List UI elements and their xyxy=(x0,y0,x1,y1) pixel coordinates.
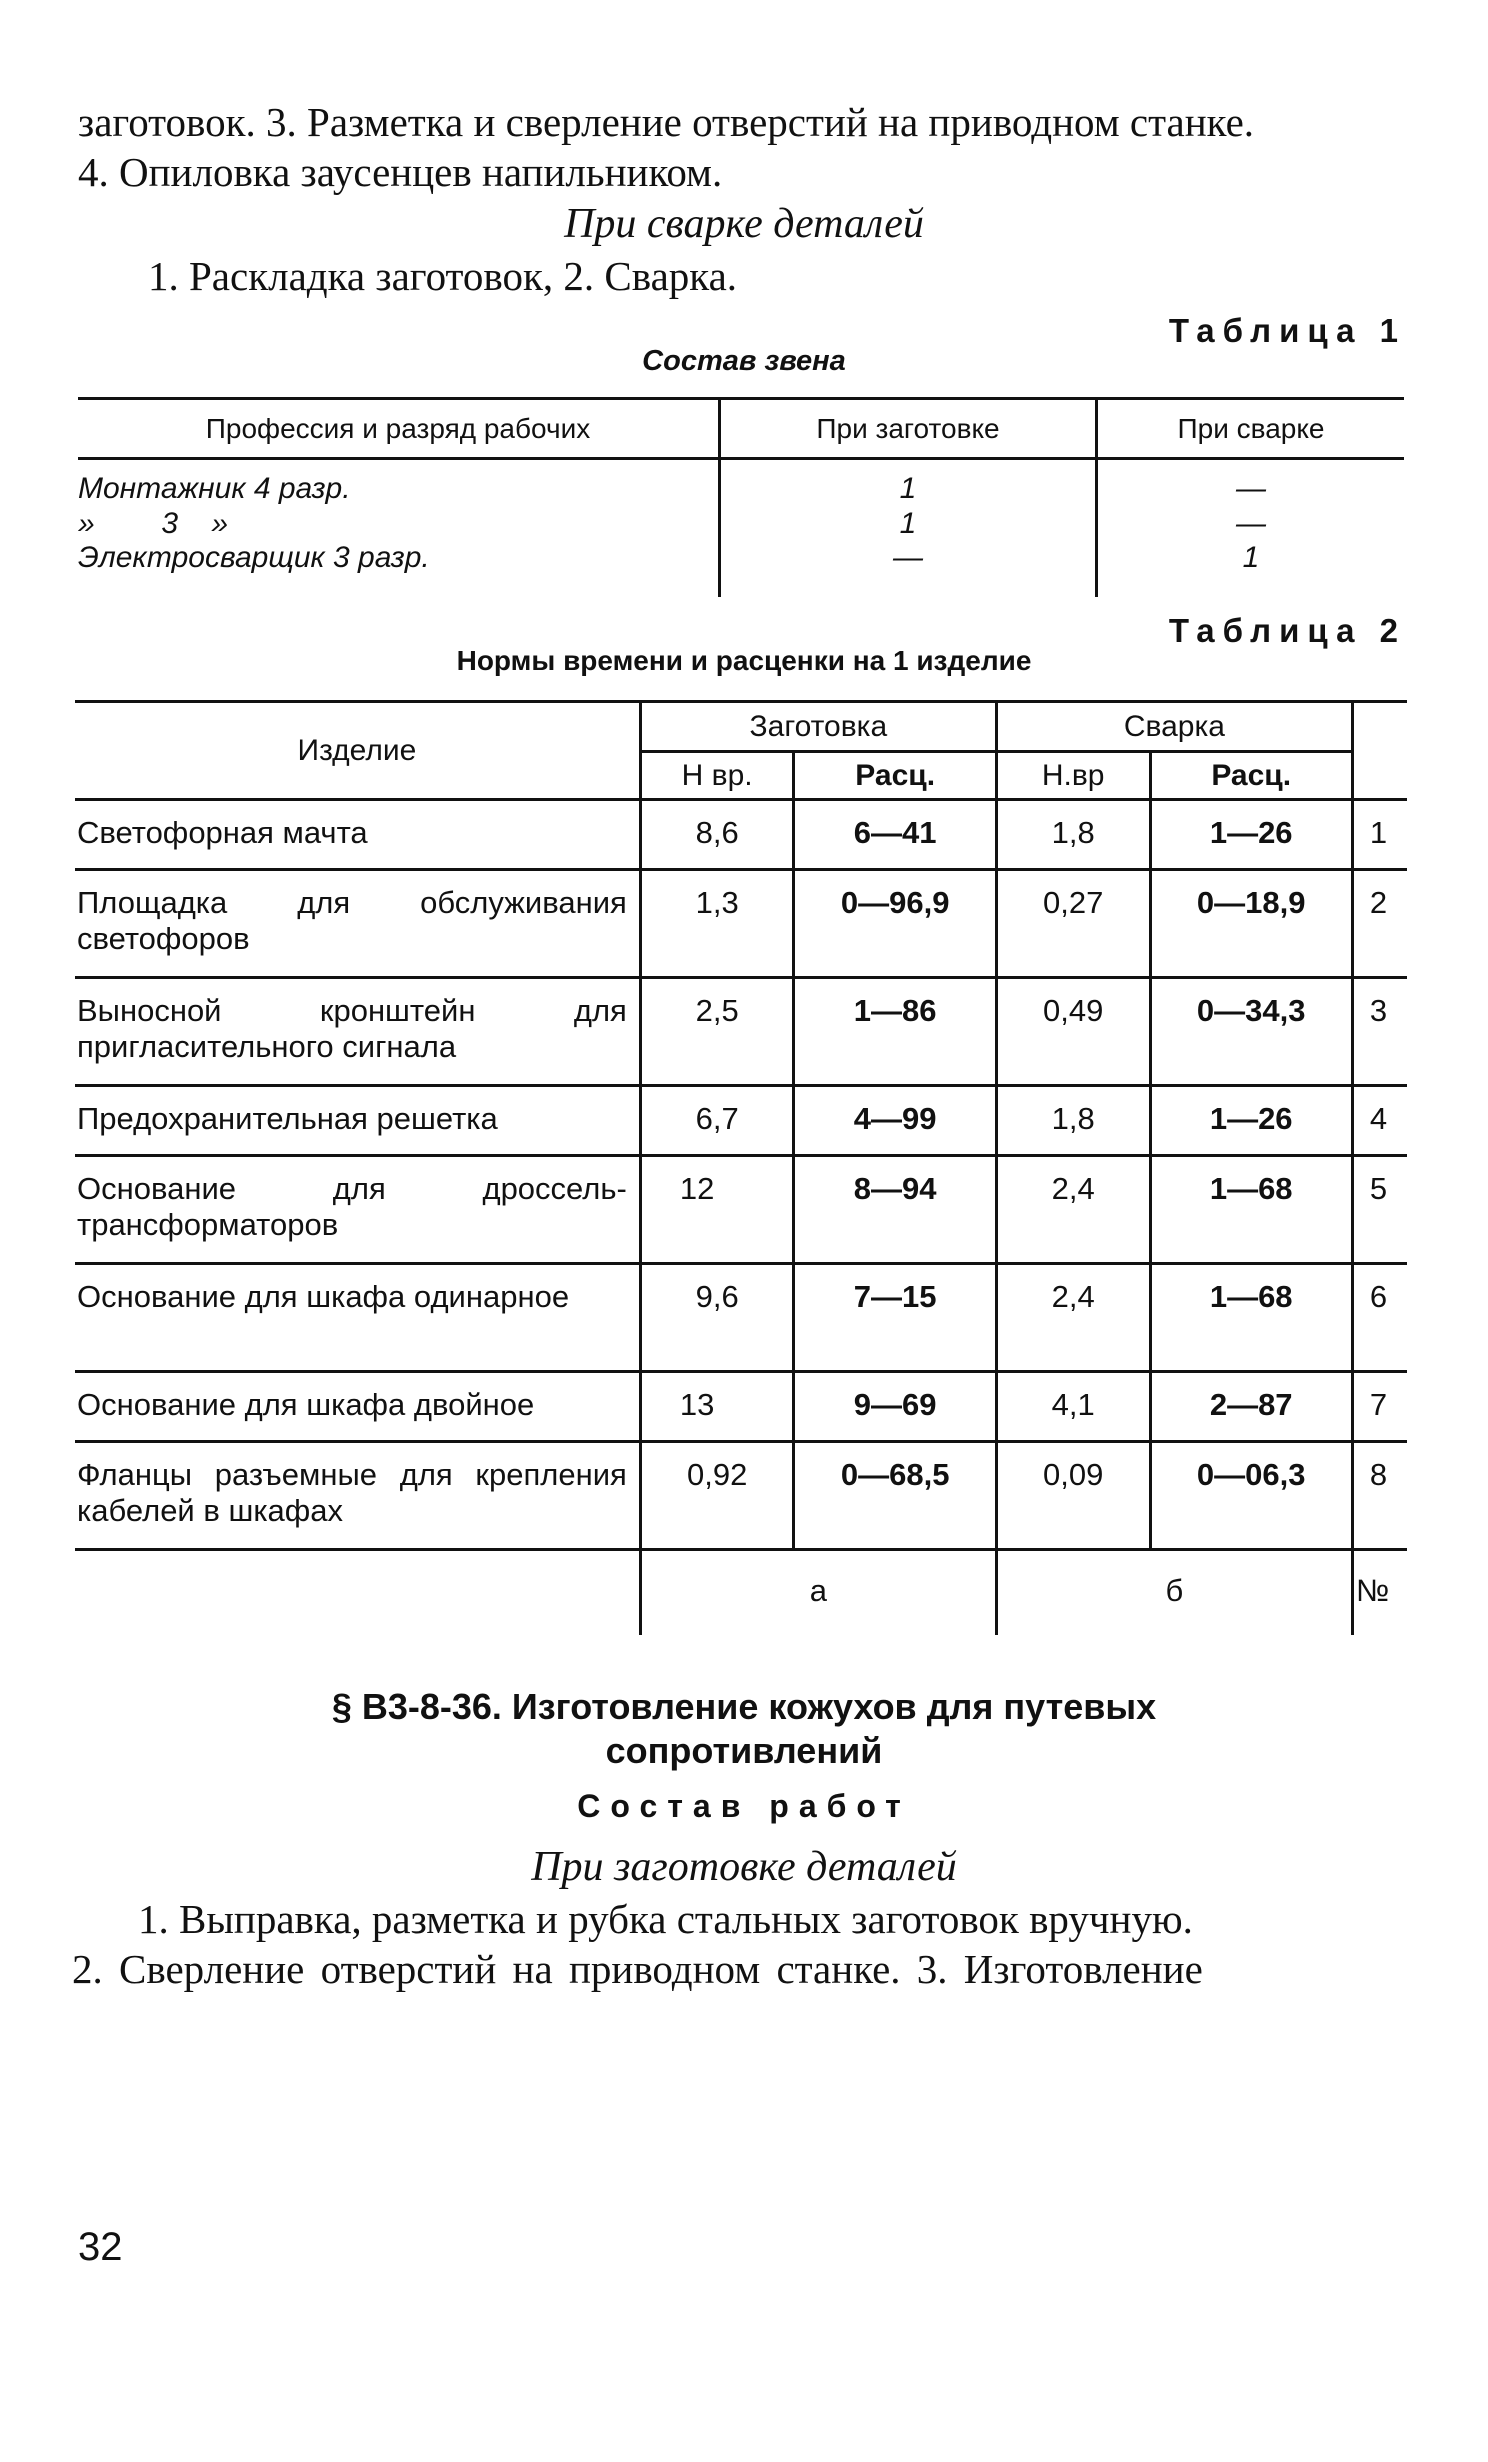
item-name: Основание для шкафа двойное xyxy=(75,1372,640,1442)
footer-blank xyxy=(75,1550,640,1636)
table1-cell: — xyxy=(1097,507,1405,541)
page-number: 32 xyxy=(78,2225,123,2269)
table1-row xyxy=(78,459,1404,507)
table-row xyxy=(75,800,1407,870)
cell-value: 1—86 xyxy=(794,978,996,1086)
cell-value: 0,92 xyxy=(640,1442,794,1550)
item-name: Светофорная мачта xyxy=(75,800,640,870)
table-row xyxy=(75,1086,1407,1156)
table2-header-number xyxy=(1352,702,1407,800)
cell-value: 2,4 xyxy=(996,1156,1150,1264)
cell-value: 4,1 xyxy=(996,1372,1150,1442)
table1-header: Профессия и разряд рабочих xyxy=(78,399,720,459)
cell-value: 7—15 xyxy=(794,1264,996,1372)
cell-value: 9,6 xyxy=(640,1264,794,1372)
row-number: 1 xyxy=(1352,800,1407,870)
table1-caption: Состав звена xyxy=(642,345,846,377)
table2-subheader: Н.вр xyxy=(996,752,1150,800)
item-name: Фланцы разъемные для крепления кабелей в шкафах xyxy=(75,1442,640,1550)
table-row xyxy=(75,870,1407,978)
row-number: 4 xyxy=(1352,1086,1407,1156)
section-heading: При заготовке деталей xyxy=(531,1844,957,1890)
table-row xyxy=(75,1442,1407,1550)
cell-value: 1,8 xyxy=(996,800,1150,870)
table1-cell: 1 xyxy=(720,459,1097,507)
footer-col-b: б xyxy=(996,1550,1352,1636)
table1-row xyxy=(78,507,1404,541)
cell-value: 0—68,5 xyxy=(794,1442,996,1550)
table2-subheader: Расц. xyxy=(1150,752,1352,800)
table1-cell: Монтажник 4 разр. xyxy=(78,472,351,505)
cell-value: 8,6 xyxy=(640,800,794,870)
table1-cell: » 3 » xyxy=(78,506,229,540)
cell-value: 4—99 xyxy=(794,1086,996,1156)
table2-footer-row xyxy=(75,1550,1407,1636)
row-number: 7 xyxy=(1352,1372,1407,1442)
cell-value: 2,4 xyxy=(996,1264,1150,1372)
cell-value: 9—69 xyxy=(794,1372,996,1442)
table1-header: При заготовке xyxy=(720,399,1097,459)
cell-value: 1—26 xyxy=(1150,800,1352,870)
cell-value: 0—34,3 xyxy=(1150,978,1352,1086)
section-text: 2. Сверление отверстий на приводном станке. 3. Изготовление xyxy=(72,1946,1203,1992)
table-row xyxy=(75,978,1407,1086)
table2-caption: Нормы времени и расценки на 1 изделие xyxy=(456,645,1032,676)
table1-row xyxy=(78,541,1404,597)
cell-value: 1,8 xyxy=(996,1086,1150,1156)
row-number: 3 xyxy=(1352,978,1407,1086)
cell-value: 0,27 xyxy=(996,870,1150,978)
welding-text: 1. Раскладка заготовок, 2. Сварка. xyxy=(148,253,738,299)
cell-value: 6—41 xyxy=(794,800,996,870)
table2-header-item: Изделие xyxy=(75,702,640,800)
table2-header-group: Заготовка xyxy=(640,702,996,752)
cell-value: 6,7 xyxy=(640,1086,794,1156)
footer-col-a: а xyxy=(640,1550,996,1636)
table2-subheader: Н вр. xyxy=(640,752,794,800)
item-name: Предохранительная решетка xyxy=(75,1086,640,1156)
item-name: Основание для шкафа одинарное xyxy=(75,1264,640,1372)
table-row xyxy=(75,1372,1407,1442)
table1 xyxy=(78,397,1404,597)
cell-value: 0—06,3 xyxy=(1150,1442,1352,1550)
table2-header-group: Сварка xyxy=(996,702,1352,752)
section-subtitle: Состав работ xyxy=(577,1788,911,1824)
table1-cell: — xyxy=(720,541,1097,597)
welding-heading: При сварке деталей xyxy=(564,201,924,247)
cell-value: 12 xyxy=(640,1156,794,1264)
row-number: 2 xyxy=(1352,870,1407,978)
cell-value: 1—68 xyxy=(1150,1264,1352,1372)
cell-value: 0—18,9 xyxy=(1150,870,1352,978)
footer-number-sign: № xyxy=(1352,1550,1407,1636)
table-row xyxy=(75,1156,1407,1264)
cell-value: 8—94 xyxy=(794,1156,996,1264)
table2-label: Таблица 2 xyxy=(1168,612,1406,649)
cell-value: 0,09 xyxy=(996,1442,1150,1550)
table1-header: При сварке xyxy=(1097,399,1405,459)
cell-value: 0,49 xyxy=(996,978,1150,1086)
table1-cell: — xyxy=(1097,459,1405,507)
item-name: Основание для дроссель-трансформаторов xyxy=(75,1156,640,1264)
table1-label: Таблица 1 xyxy=(1168,312,1406,349)
cell-value: 1—68 xyxy=(1150,1156,1352,1264)
row-number: 5 xyxy=(1352,1156,1407,1264)
section-text: 1. Выправка, разметка и рубка стальных заготовок вручную. xyxy=(138,1896,1193,1942)
table1-cell: 1 xyxy=(720,507,1097,541)
cell-value: 13 xyxy=(640,1372,794,1442)
text-line: 4. Опиловка заусенцев напильником. xyxy=(78,149,723,195)
table2-subheader: Расц. xyxy=(794,752,996,800)
cell-value: 2,5 xyxy=(640,978,794,1086)
table1-cell: 1 xyxy=(1097,541,1405,597)
text-line: заготовок. 3. Разметка и сверление отверстий на приводном станке. xyxy=(78,99,1255,145)
cell-value: 2—87 xyxy=(1150,1372,1352,1442)
row-number: 8 xyxy=(1352,1442,1407,1550)
cell-value: 1—26 xyxy=(1150,1086,1352,1156)
cell-value: 0—96,9 xyxy=(794,870,996,978)
cell-value: 1,3 xyxy=(640,870,794,978)
section-title-cont: сопротивлений xyxy=(605,1730,883,1771)
table2 xyxy=(75,700,1407,1635)
row-number: 6 xyxy=(1352,1264,1407,1372)
section-title: § В3-8-36. Изготовление кожухов для путевых xyxy=(331,1686,1157,1727)
item-name: Площадка для обслуживания светофоров xyxy=(75,870,640,978)
table-row xyxy=(75,1264,1407,1372)
table2-header-row xyxy=(75,702,1407,752)
table1-header-row xyxy=(78,399,1404,459)
item-name: Выносной кронштейн для пригласительного сигнала xyxy=(75,978,640,1086)
table1-cell: Электросварщик 3 разр. xyxy=(78,540,430,574)
